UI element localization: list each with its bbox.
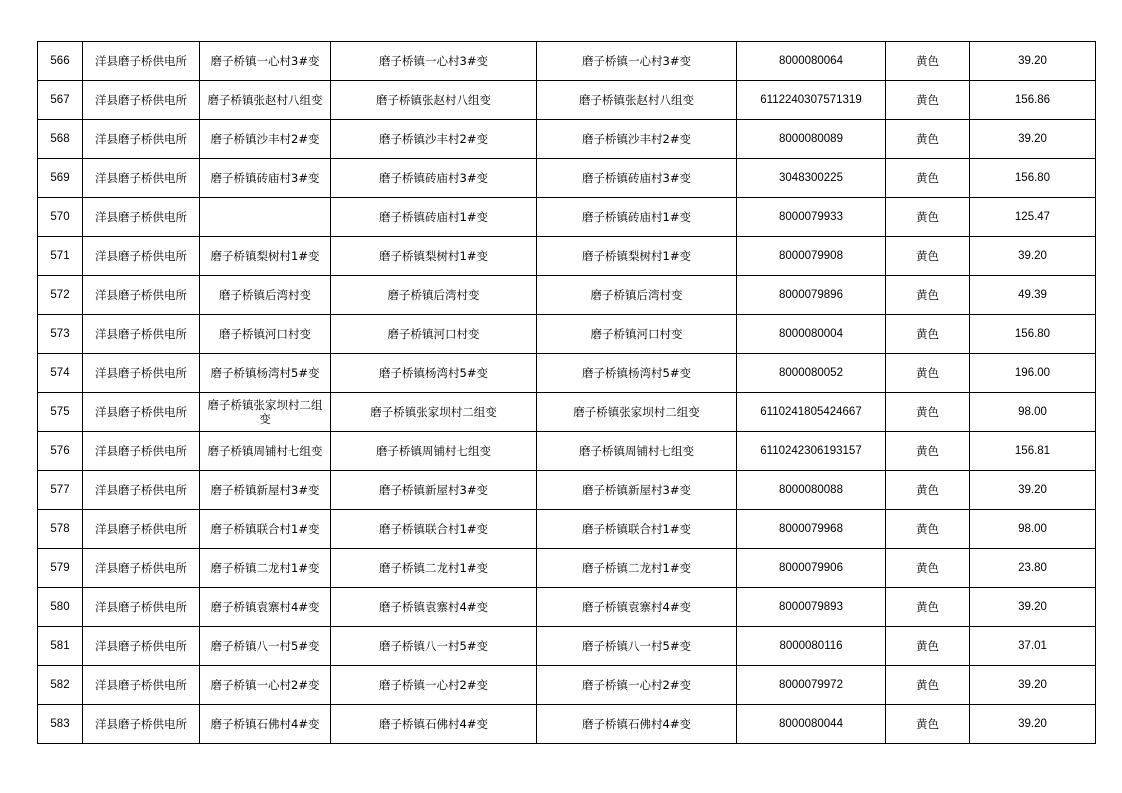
value-cell: 23.80 xyxy=(970,549,1096,588)
transformer-cell: 磨子桥镇石佛村4#变 xyxy=(537,705,737,744)
color-cell: 黄色 xyxy=(886,393,970,432)
office-cell: 洋县磨子桥供电所 xyxy=(83,588,200,627)
seq-cell: 566 xyxy=(38,42,83,81)
table-row xyxy=(38,237,1096,276)
table-row xyxy=(38,588,1096,627)
value-cell: 196.00 xyxy=(970,354,1096,393)
station-cell: 磨子桥镇一心村3#变 xyxy=(331,42,537,81)
station-cell: 磨子桥镇一心村2#变 xyxy=(331,666,537,705)
seq-cell: 575 xyxy=(38,393,83,432)
seq-cell: 571 xyxy=(38,237,83,276)
table-row xyxy=(38,120,1096,159)
transformer-cell: 磨子桥镇沙丰村2#变 xyxy=(537,120,737,159)
office-cell: 洋县磨子桥供电所 xyxy=(83,276,200,315)
transformer-cell: 磨子桥镇二龙村1#变 xyxy=(537,549,737,588)
value-cell: 98.00 xyxy=(970,510,1096,549)
station-cell: 磨子桥镇杨湾村5#变 xyxy=(331,354,537,393)
id-cell: 8000080088 xyxy=(737,471,886,510)
transformer-cell: 磨子桥镇后湾村变 xyxy=(537,276,737,315)
station-cell: 磨子桥镇袁寨村4#变 xyxy=(331,588,537,627)
line-cell: 磨子桥镇张赵村八组变 xyxy=(200,81,331,120)
color-cell: 黄色 xyxy=(886,198,970,237)
transformer-cell: 磨子桥镇周铺村七组变 xyxy=(537,432,737,471)
table-row xyxy=(38,276,1096,315)
id-cell: 6110241805424667 xyxy=(737,393,886,432)
id-cell: 8000080052 xyxy=(737,354,886,393)
seq-cell: 581 xyxy=(38,627,83,666)
id-cell: 8000080064 xyxy=(737,42,886,81)
color-cell: 黄色 xyxy=(886,432,970,471)
value-cell: 156.80 xyxy=(970,315,1096,354)
value-cell: 39.20 xyxy=(970,588,1096,627)
value-cell: 39.20 xyxy=(970,705,1096,744)
line-cell: 磨子桥镇梨树村1#变 xyxy=(200,237,331,276)
table-row xyxy=(38,354,1096,393)
id-cell: 8000079893 xyxy=(737,588,886,627)
table-row xyxy=(38,393,1096,432)
value-cell: 37.01 xyxy=(970,627,1096,666)
color-cell: 黄色 xyxy=(886,354,970,393)
office-cell: 洋县磨子桥供电所 xyxy=(83,510,200,549)
document-page xyxy=(37,41,1095,744)
transformer-cell: 磨子桥镇一心村3#变 xyxy=(537,42,737,81)
office-cell: 洋县磨子桥供电所 xyxy=(83,354,200,393)
color-cell: 黄色 xyxy=(886,237,970,276)
value-cell: 156.80 xyxy=(970,159,1096,198)
table-row xyxy=(38,81,1096,120)
transformer-cell: 磨子桥镇八一村5#变 xyxy=(537,627,737,666)
transformer-cell: 磨子桥镇张赵村八组变 xyxy=(537,81,737,120)
table-row xyxy=(38,42,1096,81)
seq-cell: 573 xyxy=(38,315,83,354)
station-cell: 磨子桥镇联合村1#变 xyxy=(331,510,537,549)
station-cell: 磨子桥镇沙丰村2#变 xyxy=(331,120,537,159)
color-cell: 黄色 xyxy=(886,627,970,666)
seq-cell: 577 xyxy=(38,471,83,510)
id-cell: 8000079968 xyxy=(737,510,886,549)
color-cell: 黄色 xyxy=(886,120,970,159)
line-cell: 磨子桥镇一心村2#变 xyxy=(200,666,331,705)
value-cell: 125.47 xyxy=(970,198,1096,237)
line-cell: 磨子桥镇八一村5#变 xyxy=(200,627,331,666)
seq-cell: 582 xyxy=(38,666,83,705)
station-cell: 磨子桥镇砖庙村3#变 xyxy=(331,159,537,198)
line-cell: 磨子桥镇后湾村变 xyxy=(200,276,331,315)
table-row xyxy=(38,666,1096,705)
color-cell: 黄色 xyxy=(886,705,970,744)
id-cell: 6112240307571319 xyxy=(737,81,886,120)
office-cell: 洋县磨子桥供电所 xyxy=(83,666,200,705)
office-cell: 洋县磨子桥供电所 xyxy=(83,237,200,276)
id-cell: 8000080004 xyxy=(737,315,886,354)
line-cell: 磨子桥镇周铺村七组变 xyxy=(200,432,331,471)
line-cell: 磨子桥镇张家坝村二组变 xyxy=(200,393,331,432)
station-cell: 磨子桥镇张家坝村二组变 xyxy=(331,393,537,432)
table-row xyxy=(38,315,1096,354)
line-cell: 磨子桥镇联合村1#变 xyxy=(200,510,331,549)
color-cell: 黄色 xyxy=(886,471,970,510)
station-cell: 磨子桥镇梨树村1#变 xyxy=(331,237,537,276)
seq-cell: 576 xyxy=(38,432,83,471)
office-cell: 洋县磨子桥供电所 xyxy=(83,393,200,432)
transformer-cell: 磨子桥镇联合村1#变 xyxy=(537,510,737,549)
station-cell: 磨子桥镇二龙村1#变 xyxy=(331,549,537,588)
transformer-cell: 磨子桥镇梨树村1#变 xyxy=(537,237,737,276)
seq-cell: 567 xyxy=(38,81,83,120)
seq-cell: 583 xyxy=(38,705,83,744)
seq-cell: 579 xyxy=(38,549,83,588)
office-cell: 洋县磨子桥供电所 xyxy=(83,315,200,354)
line-cell xyxy=(200,198,331,237)
color-cell: 黄色 xyxy=(886,588,970,627)
value-cell: 39.20 xyxy=(970,666,1096,705)
id-cell: 8000080116 xyxy=(737,627,886,666)
office-cell: 洋县磨子桥供电所 xyxy=(83,198,200,237)
transformer-cell: 磨子桥镇河口村变 xyxy=(537,315,737,354)
transformer-cell: 磨子桥镇杨湾村5#变 xyxy=(537,354,737,393)
table-row xyxy=(38,549,1096,588)
value-cell: 39.20 xyxy=(970,471,1096,510)
seq-cell: 570 xyxy=(38,198,83,237)
value-cell: 39.20 xyxy=(970,120,1096,159)
station-cell: 磨子桥镇石佛村4#变 xyxy=(331,705,537,744)
station-cell: 磨子桥镇后湾村变 xyxy=(331,276,537,315)
value-cell: 39.20 xyxy=(970,237,1096,276)
color-cell: 黄色 xyxy=(886,510,970,549)
station-cell: 磨子桥镇新屋村3#变 xyxy=(331,471,537,510)
line-cell: 磨子桥镇河口村变 xyxy=(200,315,331,354)
data-table xyxy=(37,41,1096,744)
table-row xyxy=(38,627,1096,666)
seq-cell: 568 xyxy=(38,120,83,159)
value-cell: 49.39 xyxy=(970,276,1096,315)
line-cell: 磨子桥镇二龙村1#变 xyxy=(200,549,331,588)
id-cell: 8000079933 xyxy=(737,198,886,237)
color-cell: 黄色 xyxy=(886,315,970,354)
color-cell: 黄色 xyxy=(886,81,970,120)
id-cell: 6110242306193157 xyxy=(737,432,886,471)
id-cell: 8000079906 xyxy=(737,549,886,588)
color-cell: 黄色 xyxy=(886,276,970,315)
value-cell: 156.81 xyxy=(970,432,1096,471)
station-cell: 磨子桥镇张赵村八组变 xyxy=(331,81,537,120)
color-cell: 黄色 xyxy=(886,666,970,705)
seq-cell: 574 xyxy=(38,354,83,393)
transformer-cell: 磨子桥镇新屋村3#变 xyxy=(537,471,737,510)
office-cell: 洋县磨子桥供电所 xyxy=(83,627,200,666)
line-cell: 磨子桥镇砖庙村3#变 xyxy=(200,159,331,198)
line-cell: 磨子桥镇沙丰村2#变 xyxy=(200,120,331,159)
id-cell: 8000079908 xyxy=(737,237,886,276)
office-cell: 洋县磨子桥供电所 xyxy=(83,159,200,198)
line-cell: 磨子桥镇新屋村3#变 xyxy=(200,471,331,510)
color-cell: 黄色 xyxy=(886,42,970,81)
value-cell: 98.00 xyxy=(970,393,1096,432)
table-row xyxy=(38,159,1096,198)
table-body xyxy=(38,42,1096,744)
id-cell: 8000080089 xyxy=(737,120,886,159)
line-cell: 磨子桥镇杨湾村5#变 xyxy=(200,354,331,393)
office-cell: 洋县磨子桥供电所 xyxy=(83,471,200,510)
station-cell: 磨子桥镇八一村5#变 xyxy=(331,627,537,666)
office-cell: 洋县磨子桥供电所 xyxy=(83,42,200,81)
table-row xyxy=(38,471,1096,510)
transformer-cell: 磨子桥镇砖庙村1#变 xyxy=(537,198,737,237)
id-cell: 8000080044 xyxy=(737,705,886,744)
seq-cell: 569 xyxy=(38,159,83,198)
station-cell: 磨子桥镇周铺村七组变 xyxy=(331,432,537,471)
color-cell: 黄色 xyxy=(886,159,970,198)
table-row xyxy=(38,705,1096,744)
office-cell: 洋县磨子桥供电所 xyxy=(83,705,200,744)
transformer-cell: 磨子桥镇一心村2#变 xyxy=(537,666,737,705)
table-row xyxy=(38,432,1096,471)
id-cell: 8000079972 xyxy=(737,666,886,705)
table-row xyxy=(38,198,1096,237)
transformer-cell: 磨子桥镇张家坝村二组变 xyxy=(537,393,737,432)
station-cell: 磨子桥镇砖庙村1#变 xyxy=(331,198,537,237)
id-cell: 8000079896 xyxy=(737,276,886,315)
line-cell: 磨子桥镇石佛村4#变 xyxy=(200,705,331,744)
line-cell: 磨子桥镇袁寨村4#变 xyxy=(200,588,331,627)
seq-cell: 580 xyxy=(38,588,83,627)
office-cell: 洋县磨子桥供电所 xyxy=(83,81,200,120)
seq-cell: 572 xyxy=(38,276,83,315)
id-cell: 3048300225 xyxy=(737,159,886,198)
color-cell: 黄色 xyxy=(886,549,970,588)
value-cell: 39.20 xyxy=(970,42,1096,81)
station-cell: 磨子桥镇河口村变 xyxy=(331,315,537,354)
office-cell: 洋县磨子桥供电所 xyxy=(83,120,200,159)
value-cell: 156.86 xyxy=(970,81,1096,120)
seq-cell: 578 xyxy=(38,510,83,549)
table-row xyxy=(38,510,1096,549)
transformer-cell: 磨子桥镇砖庙村3#变 xyxy=(537,159,737,198)
transformer-cell: 磨子桥镇袁寨村4#变 xyxy=(537,588,737,627)
office-cell: 洋县磨子桥供电所 xyxy=(83,432,200,471)
office-cell: 洋县磨子桥供电所 xyxy=(83,549,200,588)
line-cell: 磨子桥镇一心村3#变 xyxy=(200,42,331,81)
